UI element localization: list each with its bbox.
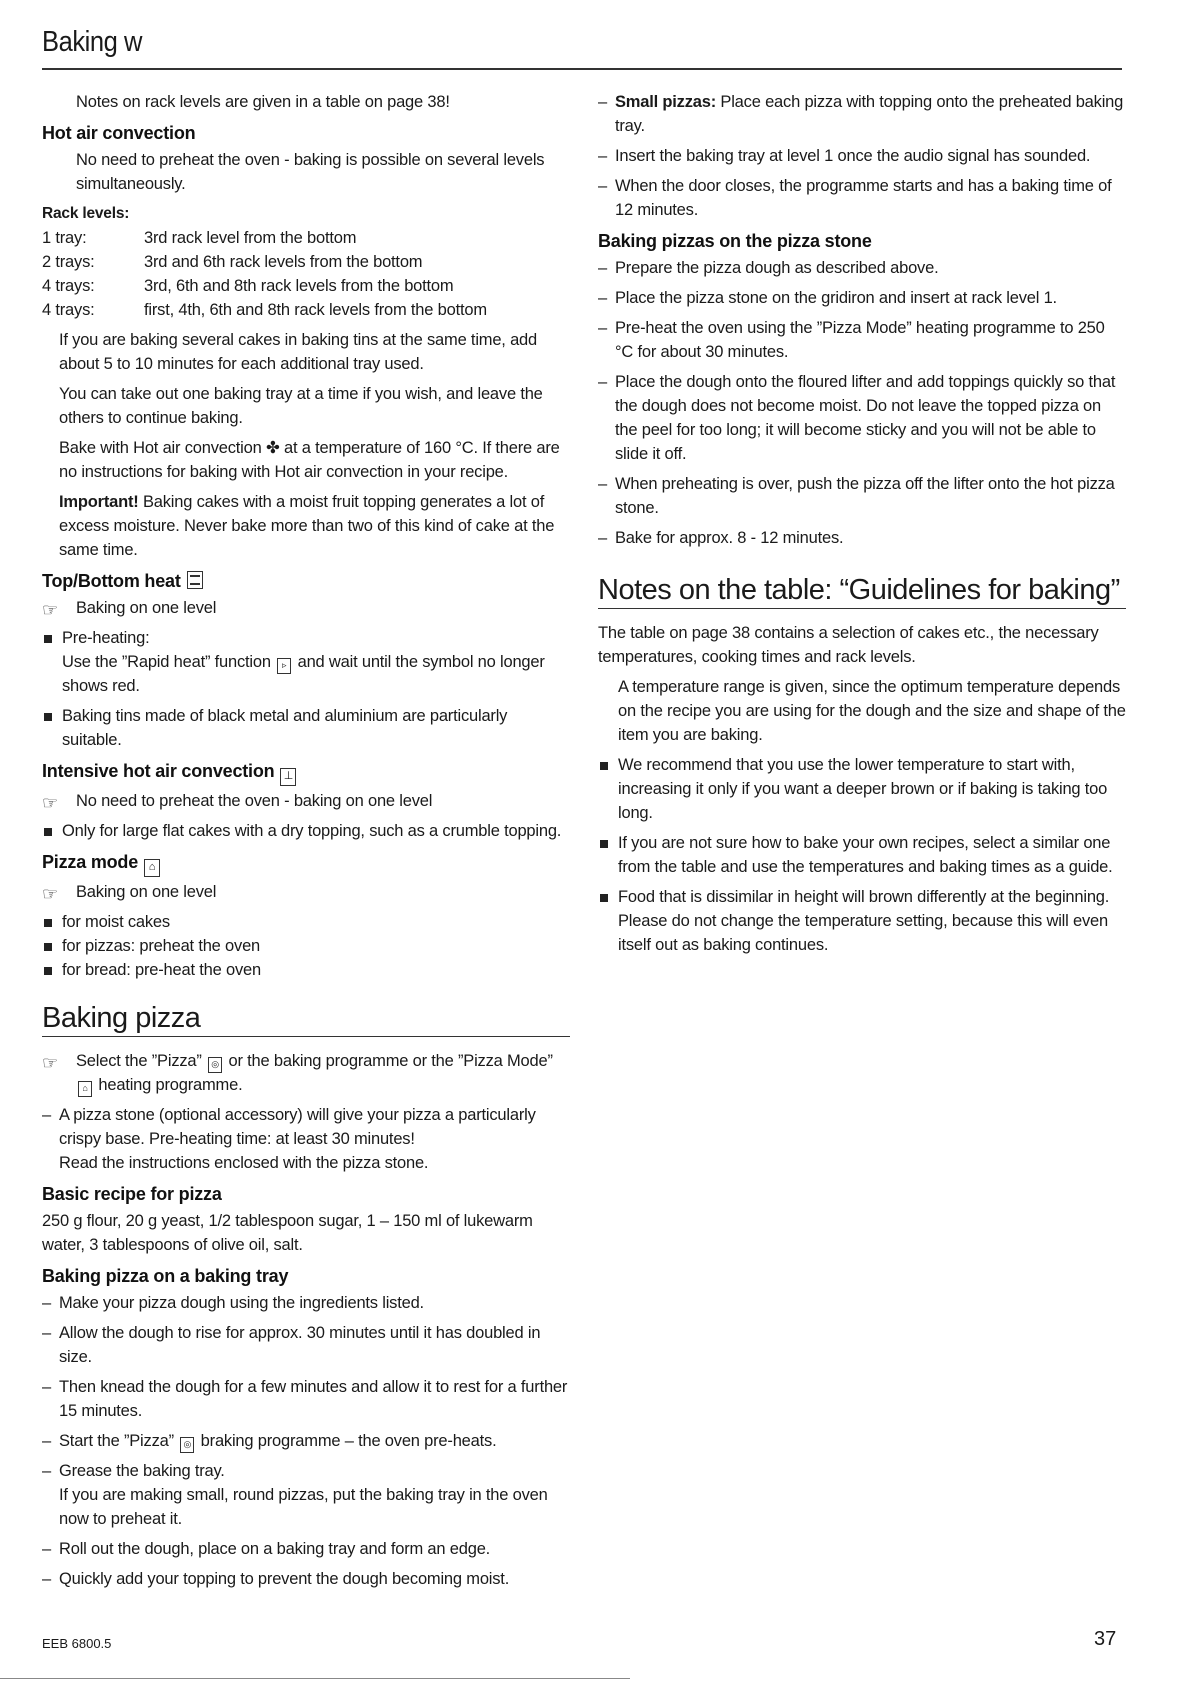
pizza-mode-icon: ⌂ bbox=[78, 1081, 92, 1097]
rack-key: 1 tray: bbox=[42, 229, 87, 247]
pizza-mode-bullet: for bread: pre-heat the oven bbox=[42, 958, 570, 982]
rack-note: Notes on rack levels are given in a table on page 38! bbox=[76, 93, 450, 111]
step: – Make your pizza dough using the ingredients listed. bbox=[42, 1291, 570, 1315]
step: – Insert the baking tray at level 1 once the audio signal has sounded. bbox=[598, 144, 1126, 168]
rack-row bbox=[42, 250, 570, 274]
right-column bbox=[598, 90, 1126, 963]
rack-value: 3rd rack level from the bottom bbox=[144, 229, 357, 247]
pointing-hand-icon: ☞ bbox=[42, 884, 58, 904]
step bbox=[42, 1429, 570, 1453]
baking-tray-title: Baking pizza on a baking tray bbox=[42, 1266, 289, 1286]
intensive-title bbox=[42, 759, 570, 786]
top-bottom-heat-icon bbox=[187, 571, 203, 589]
rack-levels-list bbox=[42, 226, 570, 322]
preheat-title: Pre-heating: bbox=[62, 629, 150, 647]
left-column bbox=[42, 90, 570, 1597]
hot-air-p1: If you are baking several cakes in baking tins at the same time, add about 5 to 10 minutes for each additional tray used. bbox=[59, 331, 538, 373]
step: – Roll out the dough, place on a baking tray and form an edge. bbox=[42, 1537, 570, 1561]
page-header bbox=[42, 26, 1122, 59]
rack-value: 3rd and 6th rack levels from the bottom bbox=[144, 253, 423, 271]
pizza-stone-text-b: Read the instructions enclosed with the pizza stone. bbox=[59, 1154, 429, 1172]
important-text: Baking cakes with a moist fruit topping generates a lot of excess moisture. Never bake more than two of this kind of cake at the same time. bbox=[59, 493, 555, 559]
notes-p2: A temperature range is given, since the optimum temperature depends on the recipe you are using for the dough and the size and shape of the item you are baking. bbox=[618, 678, 1126, 744]
small-pizzas-step bbox=[598, 90, 1126, 138]
step: – Allow the dough to rise for approx. 30 minutes until it has doubled in size. bbox=[42, 1321, 570, 1369]
intensive-hot-air-icon: ⊥ bbox=[280, 768, 296, 786]
rack-value: 3rd, 6th and 8th rack levels from the bottom bbox=[144, 277, 454, 295]
step-text-a: Start the ”Pizza” bbox=[59, 1432, 174, 1450]
hand-text: Baking on one level bbox=[76, 599, 217, 617]
hot-air-p3 bbox=[42, 436, 570, 484]
pizza-icon: ◎ bbox=[208, 1057, 222, 1073]
bottom-rule bbox=[0, 1678, 630, 1679]
small-pizzas-text: Place each pizza with topping onto the preheated baking tray. bbox=[615, 93, 1124, 135]
step-text-b: braking programme – the oven pre-heats. bbox=[200, 1432, 497, 1450]
step: – Quickly add your topping to prevent the dough becoming moist. bbox=[42, 1567, 570, 1591]
pizza-stone-note bbox=[42, 1103, 570, 1175]
pizza-icon: ◎ bbox=[180, 1437, 194, 1453]
hand-text-b: or the baking programme or the ”Pizza Mode” bbox=[228, 1052, 553, 1070]
intensive-bullet: Only for large flat cakes with a dry topping, such as a crumble topping. bbox=[42, 819, 570, 843]
preheat-text-b: and wait until the symbol no longer shows red. bbox=[62, 653, 545, 695]
top-bottom-hand-note bbox=[42, 596, 570, 620]
step: – Then knead the dough for a few minutes and allow it to rest for a further 15 minutes. bbox=[42, 1375, 570, 1423]
pizza-mode-bullet: for moist cakes bbox=[42, 910, 570, 934]
page-title: Baking w bbox=[42, 26, 143, 58]
intensive-title-text: Intensive hot air convection bbox=[42, 761, 275, 781]
hot-air-text: No need to preheat the oven - baking is possible on several levels simultaneously. bbox=[76, 151, 545, 193]
notes-bullet: Food that is dissimilar in height will brown differently at the beginning. Please do not change the temperature setting, because this will even itself out as baking continues. bbox=[598, 885, 1126, 957]
step: – When the door closes, the programme starts and has a baking time of 12 minutes. bbox=[598, 174, 1126, 222]
rack-key: 4 trays: bbox=[42, 301, 95, 319]
fan-icon: ✤ bbox=[265, 439, 280, 457]
hand-text: Baking on one level bbox=[76, 883, 217, 901]
pizza-stone-text: – A pizza stone (optional accessory) will give your pizza a particularly crispy base. Pre-heating time: at least 30 minutes! bbox=[59, 1106, 536, 1148]
step-text-b: If you are making small, round pizzas, put the baking tray in the oven now to preheat it. bbox=[59, 1486, 548, 1528]
pizza-mode-hand-note bbox=[42, 880, 570, 904]
top-bottom-title-text: Top/Bottom heat bbox=[42, 571, 181, 591]
hot-air-p3-a: Bake with Hot air convection bbox=[59, 439, 262, 457]
rack-value: first, 4th, 6th and 8th rack levels from the bottom bbox=[144, 301, 487, 319]
basic-recipe-title: Basic recipe for pizza bbox=[42, 1184, 222, 1204]
notes-p1: The table on page 38 contains a selection of cakes etc., the necessary temperatures, cooking times and rack levels. bbox=[598, 624, 1099, 666]
rack-levels-title: Rack levels: bbox=[42, 205, 130, 222]
pointing-hand-icon: ☞ bbox=[42, 600, 58, 620]
pizza-mode-bullet: for pizzas: preheat the oven bbox=[42, 934, 570, 958]
pizza-mode-title bbox=[42, 850, 570, 877]
rack-row bbox=[42, 298, 570, 322]
basic-recipe-text: 250 g flour, 20 g yeast, 1/2 tablespoon sugar, 1 – 150 ml of lukewarm water, 3 tablespoons of olive oil, salt. bbox=[42, 1212, 533, 1254]
small-pizzas-label: Small pizzas: bbox=[615, 93, 717, 111]
baking-pizza-title: Baking pizza bbox=[42, 1006, 570, 1037]
important-note bbox=[42, 490, 570, 562]
model-number: EEB 6800.5 bbox=[42, 1636, 112, 1651]
tins-bullet: Baking tins made of black metal and aluminium are particularly suitable. bbox=[42, 704, 570, 752]
rapid-heat-icon: ▹ bbox=[277, 658, 291, 674]
page-number: 37 bbox=[1094, 1628, 1117, 1650]
preheat-text-a: Use the ”Rapid heat” function bbox=[62, 653, 271, 671]
pointing-hand-icon: ☞ bbox=[42, 1053, 58, 1073]
preheat-bullet bbox=[42, 626, 570, 698]
rack-key: 4 trays: bbox=[42, 277, 95, 295]
header-rule bbox=[42, 68, 1122, 70]
baking-pizza-hand-note bbox=[42, 1049, 570, 1097]
stone-step: – Place the pizza stone on the gridiron and insert at rack level 1. bbox=[598, 286, 1126, 310]
hand-text-c: heating programme. bbox=[98, 1076, 243, 1094]
stone-step: – Place the dough onto the floured lifter and add toppings quickly so that the dough does not become moist. Do not leave the topped pizza on the peel for too long; it will become sticky and you will not be able to slide it off. bbox=[598, 370, 1126, 466]
notes-title: Notes on the table: “Guidelines for baking” bbox=[598, 578, 1126, 609]
important-label: Important! bbox=[59, 493, 139, 511]
notes-bullet: We recommend that you use the lower temperature to start with, increasing it only if you want a deeper brown or if baking is taking too long. bbox=[598, 753, 1126, 825]
pizza-mode-icon: ⌂ bbox=[144, 859, 160, 877]
stone-step: – Pre-heat the oven using the ”Pizza Mode” heating programme to 250 °C for about 30 minutes. bbox=[598, 316, 1126, 364]
hand-text-a: Select the ”Pizza” bbox=[76, 1052, 202, 1070]
rack-row bbox=[42, 226, 570, 250]
pointing-hand-icon: ☞ bbox=[42, 793, 58, 813]
step bbox=[42, 1459, 570, 1531]
preheat-text bbox=[62, 650, 570, 698]
hand-text: No need to preheat the oven - baking on one level bbox=[76, 792, 433, 810]
notes-bullet: If you are not sure how to bake your own recipes, select a similar one from the table and use the temperatures and baking times as a guide. bbox=[598, 831, 1126, 879]
intensive-hand-note bbox=[42, 789, 570, 813]
stone-step: – Prepare the pizza dough as described above. bbox=[598, 256, 1126, 280]
rack-key: 2 trays: bbox=[42, 253, 95, 271]
rack-row bbox=[42, 274, 570, 298]
hot-air-p3-b: at a temperature of 160 °C. If there are no instructions for baking with Hot air convection in your recipe. bbox=[59, 439, 560, 481]
pizza-stone-title: Baking pizzas on the pizza stone bbox=[598, 231, 872, 251]
stone-step: – Bake for approx. 8 - 12 minutes. bbox=[598, 526, 1126, 550]
pizza-mode-title-text: Pizza mode bbox=[42, 852, 139, 872]
step-text: – Grease the baking tray. bbox=[59, 1462, 225, 1480]
hot-air-p2: You can take out one baking tray at a time if you wish, and leave the others to continue baking. bbox=[59, 385, 543, 427]
hot-air-title: Hot air convection bbox=[42, 123, 196, 143]
top-bottom-title bbox=[42, 569, 570, 593]
stone-step: – When preheating is over, push the pizza off the lifter onto the hot pizza stone. bbox=[598, 472, 1126, 520]
